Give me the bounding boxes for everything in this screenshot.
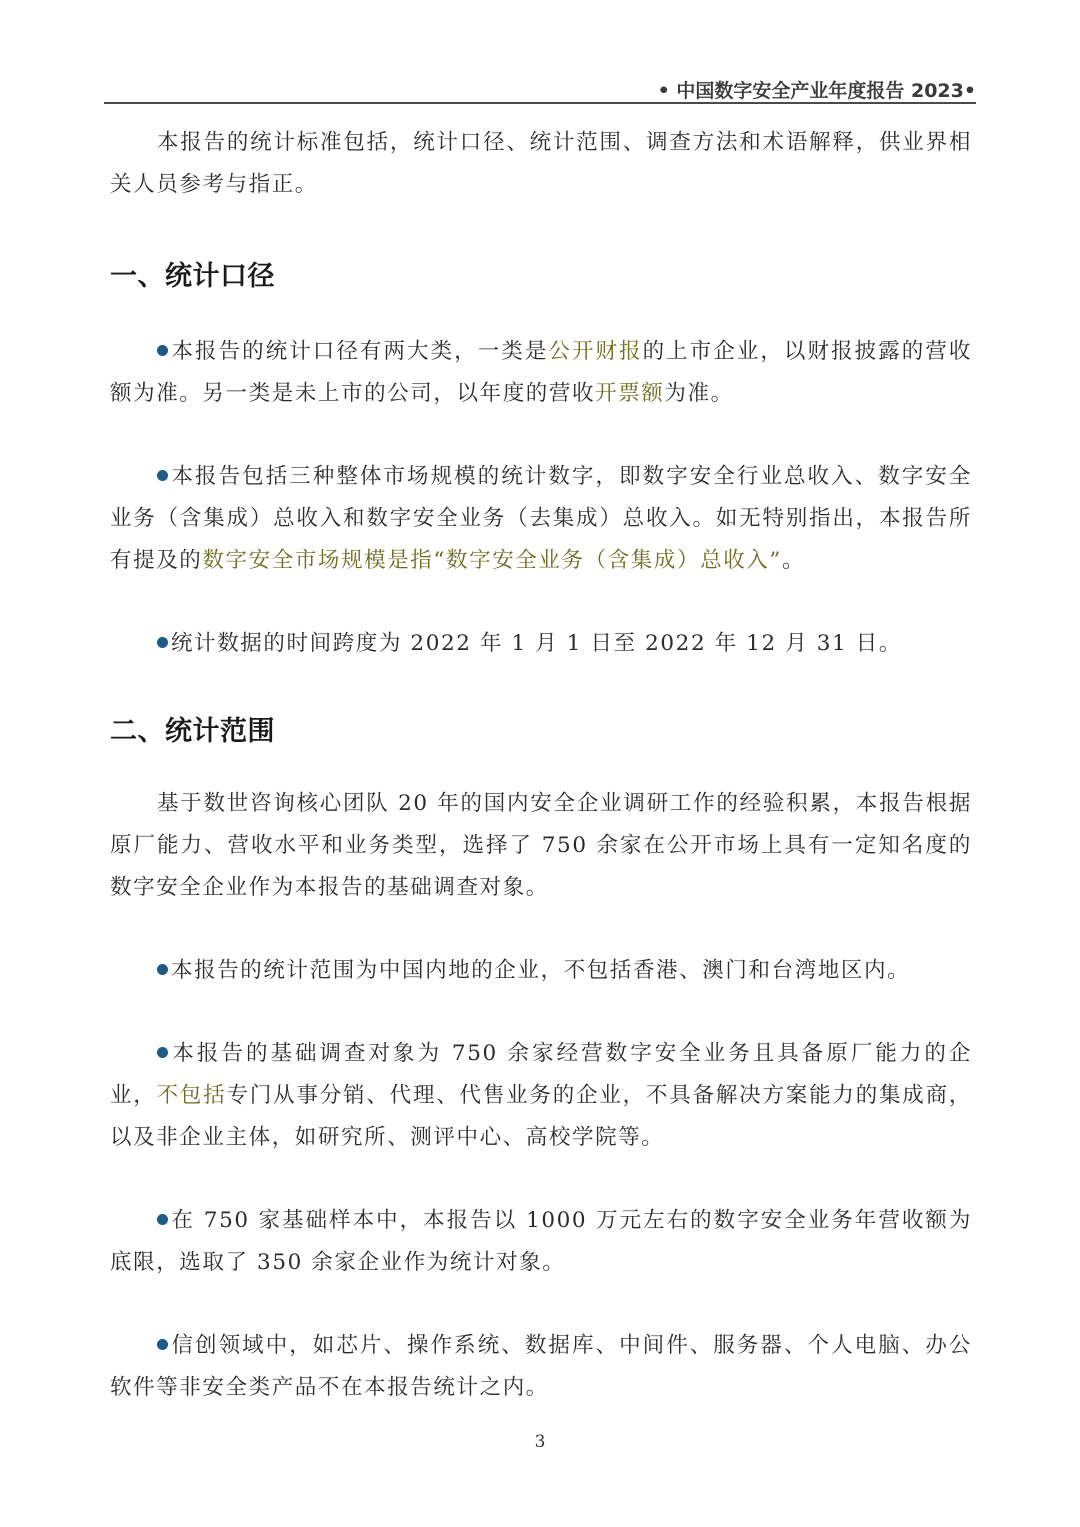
section-1-bullet-2: 本报告包括三种整体市场规模的统计数字，即数字安全行业总收入、数字安全业务（含集成）总收入和数字安全业务（去集成）总收入。如无特别指出，本报告所有提及的数字安全市场规模是指“数字安全业务（含集成）总收入”。 [110,464,972,573]
section-2-bullet-4: 信创领域中，如芯片、操作系统、数据库、中间件、服务器、个人电脑、办公软件等非安全类产品不在本报告统计之内。 [110,1333,972,1400]
highlight-public-financial-report: 公开财报 [548,339,643,364]
bullet-dot-icon [157,964,168,975]
bullet-dot-icon [157,345,168,356]
section-2-bullet-3: 在 750 家基础样本中，本报告以 1000 万元左右的数字安全业务年营收额为底限，选取了 350 余家企业作为统计对象。 [110,1208,972,1275]
highlight-excludes: 不包括 [156,1083,227,1108]
highlight-invoice-amount: 开票额 [595,381,665,406]
page-header [104,74,976,104]
highlight-market-size-definition: 数字安全市场规模是指“数字安全业务（含集成）总收入” [202,548,782,573]
page-number: 3 [534,1432,546,1452]
bullet-dot-icon [157,1047,168,1058]
bullet-dot-icon [157,637,168,648]
page-body [110,120,972,1409]
header-title: • 中国数字安全产业年度报告 2023• [657,80,976,102]
section-2-heading: 二、统计范围 [110,716,275,747]
section-1-bullet-1: 本报告的统计口径有两大类，一类是公开财报的上市企业，以财报披露的营收额为准。另一类是未上市的公司，以年度的营收开票额为准。 [110,339,972,406]
section-2-bullet-2: 本报告的基础调查对象为 750 余家经营数字安全业务且具备原厂能力的企业，不包括专门从事分销、代理、代售业务的企业，不具备解决方案能力的集成商，以及非企业主体，如研究所、测评中心、高校学院等。 [110,1041,973,1150]
bullet-dot-icon [157,470,168,481]
bullet-dot-icon [157,1214,168,1225]
section-1-bullet-3: 统计数据的时间跨度为 2022 年 1 月 1 日至 2022 年 12 月 31 日。 [110,623,972,665]
section-1-heading: 一、统计口径 [110,261,275,292]
section-2-bullet-1: 本报告的统计范围为中国内地的企业，不包括香港、澳门和台湾地区内。 [110,950,972,992]
bullet-dot-icon [157,1339,168,1350]
header-divider [104,102,976,104]
section-2-intro: 基于数世咨询核心团队 20 年的国内安全企业调研工作的经验积累，本报告根据原厂能力、营收水平和业务类型，选择了 750 余家在公开市场上具有一定知名度的数字安全企业作为本报告的基础调查对象。 [110,791,972,900]
intro-paragraph: 本报告的统计标准包括，统计口径、统计范围、调查方法和术语解释，供业界相关人员参考与指正。 [110,130,972,197]
